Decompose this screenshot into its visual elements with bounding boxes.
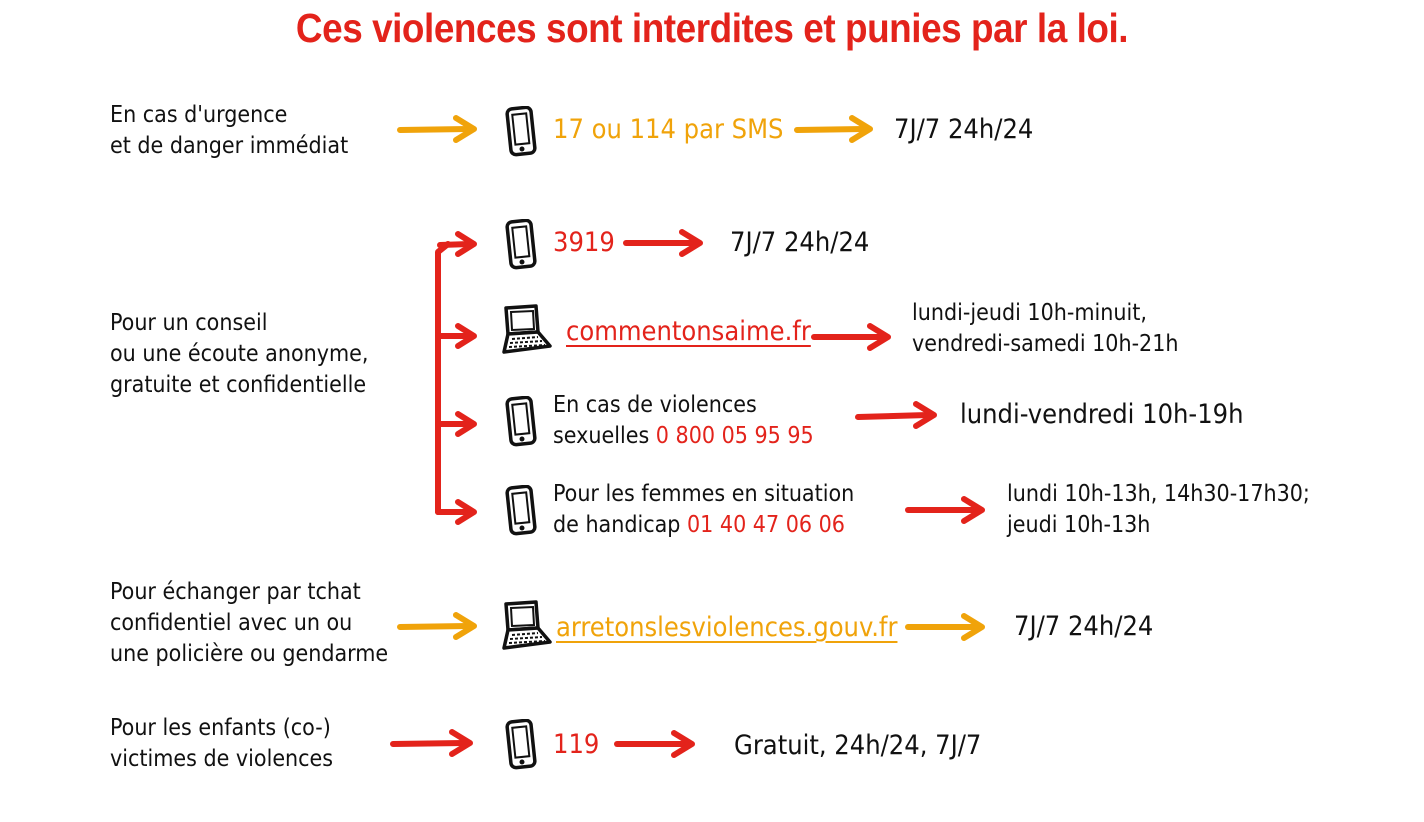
prefix-line: sexuelles xyxy=(553,423,656,449)
category-urgence xyxy=(110,100,348,162)
hours-tchat: 7J/7 24h/24 xyxy=(1014,611,1154,642)
laptop-icon xyxy=(498,600,554,654)
hours-enfants: Gratuit, 24h/24, 7J/7 xyxy=(734,730,982,761)
hours-sexuelles: lundi-vendredi 10h-19h xyxy=(960,399,1244,430)
prefix-line: Pour les femmes en situation xyxy=(553,481,855,507)
phone-icon xyxy=(503,106,539,158)
category-line: ou une écoute anonyme, xyxy=(110,341,369,367)
phone-icon xyxy=(503,719,539,771)
category-line: victimes de violences xyxy=(110,746,334,772)
category-enfants xyxy=(110,713,333,775)
hours-line: vendredi-samedi 10h-21h xyxy=(912,331,1179,357)
phone-icon xyxy=(503,485,539,537)
laptop-icon xyxy=(498,304,554,358)
hours-line: lundi 10h-13h, 14h30-17h30; xyxy=(1007,481,1310,507)
hours-line: jeudi 10h-13h xyxy=(1007,512,1151,538)
contact-17-114: 17 ou 114 par SMS xyxy=(553,114,784,145)
arrow-sexuelles-hours xyxy=(858,415,928,417)
arrow-urgence-category xyxy=(400,129,468,130)
contact-3919: 3919 xyxy=(553,227,615,258)
page-title: Ces violences sont interdites et punies par la loi. xyxy=(295,5,1129,51)
contact-handicap xyxy=(553,479,854,541)
category-conseil xyxy=(110,308,368,401)
arrow-tchat-category xyxy=(400,626,468,627)
hours-commentonsaime xyxy=(912,298,1179,360)
category-tchat xyxy=(110,577,388,670)
category-line: gratuite et confidentielle xyxy=(110,372,367,398)
category-line: et de danger immédiat xyxy=(110,133,349,159)
category-line: une policière ou gendarme xyxy=(110,641,389,667)
prefix-line: En cas de violences xyxy=(553,392,757,418)
link-arretonslesviolences[interactable]: arretonslesviolences.gouv.fr xyxy=(556,612,898,643)
arrow-urgence-hours xyxy=(797,129,864,130)
prefix-line: de handicap xyxy=(553,512,688,538)
category-line: Pour un conseil xyxy=(110,310,268,336)
phone-number-sexuelles: 0 800 05 95 95 xyxy=(655,423,814,449)
arrow-enfants-category xyxy=(393,743,464,744)
contact-violences-sexuelles xyxy=(553,390,814,452)
link-commentonsaime[interactable]: commentonsaime.fr xyxy=(566,316,811,347)
contact-119: 119 xyxy=(553,729,600,760)
category-line: En cas d'urgence xyxy=(110,102,288,128)
category-line: Pour les enfants (co-) xyxy=(110,715,331,741)
bracket-conseil xyxy=(438,244,448,512)
category-line: Pour échanger par tchat xyxy=(110,579,361,605)
phone-icon xyxy=(503,219,539,271)
hours-handicap xyxy=(1007,479,1310,541)
hours-3919: 7J/7 24h/24 xyxy=(730,227,870,258)
hours-line: lundi-jeudi 10h-minuit, xyxy=(912,300,1147,326)
hours-urgence: 7J/7 24h/24 xyxy=(894,114,1034,145)
phone-number-handicap: 01 40 47 06 06 xyxy=(687,512,845,538)
phone-icon xyxy=(503,396,539,448)
category-line: confidentiel avec un ou xyxy=(110,610,353,636)
